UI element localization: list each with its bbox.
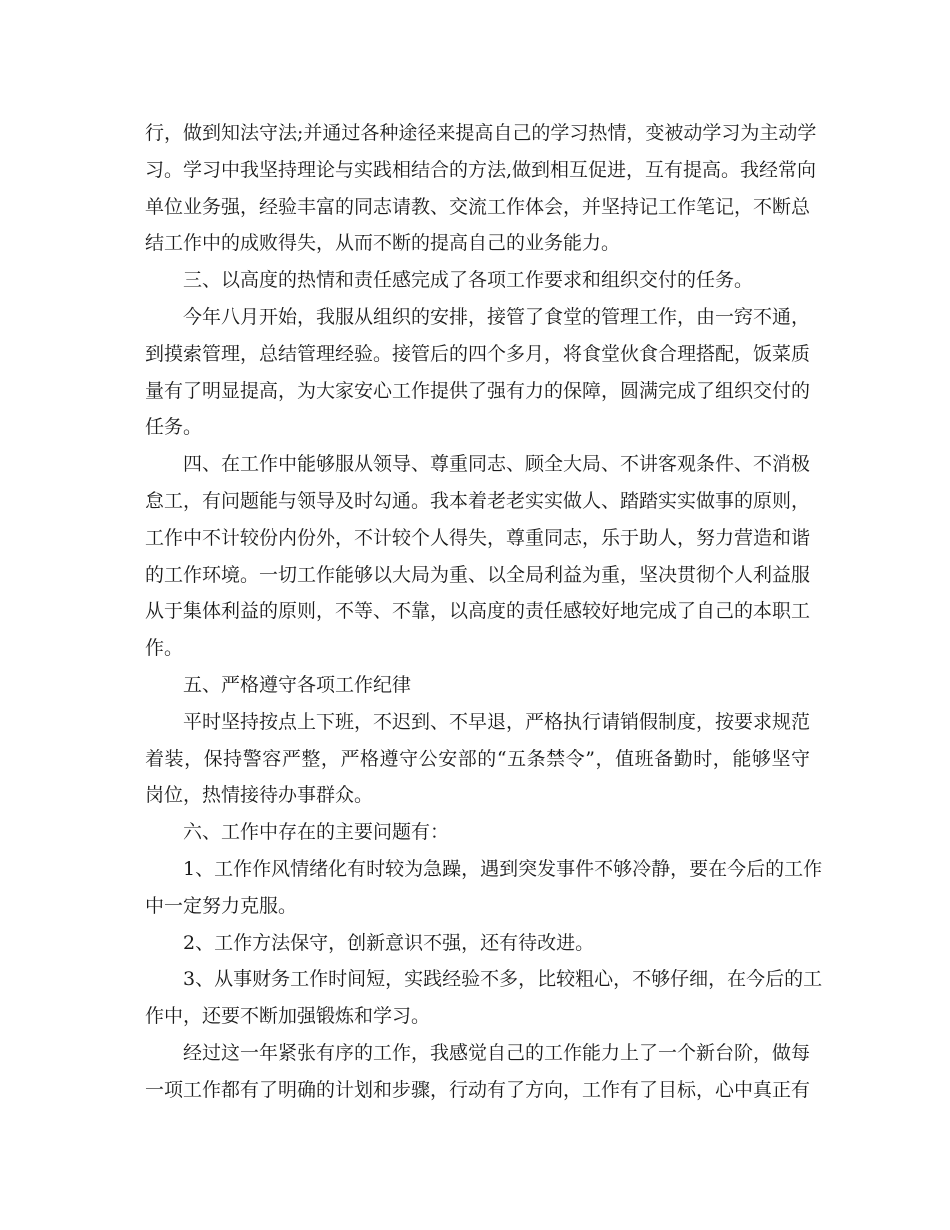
text-line: 习。学习中我坚持理论与实践相结合的方法,做到相互促进，互有提高。我经常向 [145,158,817,181]
text-line: 六、工作中存在的主要问题有： [183,821,450,844]
text-line: 四、在工作中能够服从领导、尊重同志、顾全大局、不讲客观条件、不消极 [183,453,811,476]
text-line: 一项工作都有了明确的计划和步骤，行动有了方向，工作有了目标，心中真正有 [145,1078,811,1101]
text-line: 的工作环境。一切工作能够以大局为重、以全局利益为重，坚决贯彻个人利益服 [145,563,811,586]
text-line: 怠工，有问题能与领导及时勾通。我本着老老实实做人、踏踏实实做事的原则， [145,489,811,512]
text-line: 2、工作方法保守，创新意识不强，还有待改进。 [183,931,595,954]
text-line: 经过这一年紧张有序的工作，我感觉自己的工作能力上了一个新台阶，做每 [183,1041,811,1064]
text-line: 平时坚持按点上下班，不迟到、不早退，严格执行请销假制度，按要求规范 [183,710,811,733]
text-line: 从于集体利益的原则，不等、不靠，以高度的责任感较好地完成了自己的本职工 [145,600,811,623]
text-line: 1、工作作风情绪化有时较为急躁，遇到突发事件不够冷静，要在今后的工作 [183,857,823,880]
text-line: 到摸索管理，总结管理经验。接管后的四个多月，将食堂伙食合理搭配，饭菜质 [145,342,811,365]
text-line: 岗位，热情接待办事群众。 [145,784,374,807]
text-line: 中一定努力克服。 [145,894,298,917]
text-line: 3、从事财务工作时间短，实践经验不多，比较粗心，不够仔细，在今后的工 [183,968,823,991]
text-line: 作中，还要不断加强锻炼和学习。 [145,1005,431,1028]
text-line: 行，做到知法守法;并通过各种途径来提高自己的学习热情，变被动学习为主动学 [145,122,817,144]
text-line: 五、严格遵守各项工作纪律 [183,673,412,696]
text-line: 作。 [145,637,184,660]
text-line: 单位业务强，经验丰富的同志请教、交流工作体会，并坚持记工作笔记，不断总 [145,195,811,218]
text-line: 任务。 [145,416,203,439]
text-line: 三、以高度的热情和责任感完成了各项工作要求和组织交付的任务。 [183,269,754,292]
text-line: 量有了明显提高，为大家安心工作提供了强有力的保障，圆满完成了组织交付的 [145,379,811,402]
body-text [145,115,823,1109]
text-line: 今年八月开始，我服从组织的安排，接管了食堂的管理工作，由一窍不通， [183,305,811,328]
text-line: 结工作中的成败得失，从而不断的提高自己的业务能力。 [145,232,621,255]
text-line: 工作中不计较份内份外，不计较个人得失，尊重同志，乐于助人，努力营造和谐 [145,526,811,549]
text-line: 着装，保持警容严整，严格遵守公安部的“五条禁令”，值班备勤时，能够坚守 [145,747,810,770]
